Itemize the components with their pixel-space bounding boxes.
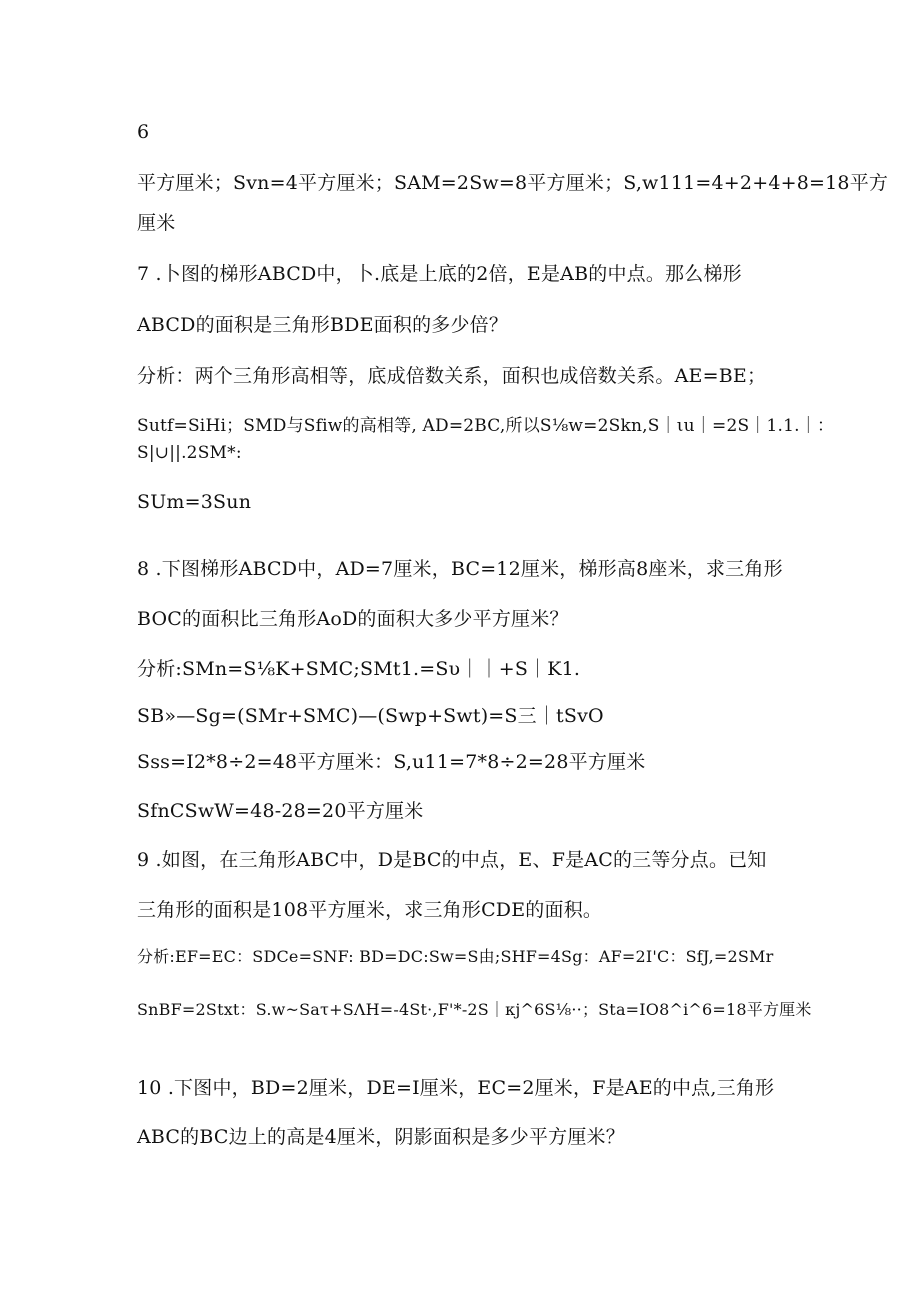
text-line-area-result: 平方厘米；Svn=4平方厘米；SAM=2Sw=8平方厘米；S,w111=4+2+4+8=18平方 — [137, 172, 889, 194]
question-10-line-2: ABC的BC边上的高是4厘米，阴影面积是多少平方厘米？ — [137, 1126, 625, 1148]
question-7-line-2: ABCD的面积是三角形BDE面积的多少倍？ — [137, 314, 509, 336]
question-10-line-1: 10 .下图中，BD=2厘米，DE=I厘米，EC=2厘米，F是AE的中点,三角形 — [137, 1077, 775, 1099]
analysis-8-line-2: SB»—Sg=(SMr+SMC)—(Swp+Swt)=S三｜tSvO — [137, 705, 604, 727]
analysis-7-line-2: Sutf=SiHi；SMD与Sfiw的高相等, AD=2BC,所以S⅛w=2Skn,S｜ιu｜=2S｜1.1.｜： — [137, 416, 835, 436]
analysis-9-line-1: 分析:EF=EC：SDCe=SNF: BD=DC:Sw=S由;SHF=4Sg：AF=2I'C：SfJ,=2SMr — [137, 947, 774, 966]
analysis-8-line-1: 分析:SMn=S⅛K+SMC;SMt1.=Sυ｜｜+S｜K1. — [137, 658, 581, 680]
question-9-line-2: 三角形的面积是108平方厘米，求三角形CDE的面积。 — [137, 899, 603, 921]
analysis-7-line-1: 分析：两个三角形高相等，底成倍数关系，面积也成倍数关系。AE=BE； — [137, 365, 767, 387]
question-8-line-1: 8 .下图梯形ABCD中，AD=7厘米，BC=12厘米，梯形高8座米，求三角形 — [137, 558, 783, 580]
question-8-line-2: BOC的面积比三角形AoD的面积大多少平方厘米？ — [137, 608, 569, 630]
analysis-8-line-3: Sss=I2*8÷2=48平方厘米：S,u11=7*8÷2=28平方厘米 — [137, 751, 646, 773]
question-9-line-1: 9 .如图，在三角形ABC中，D是BC的中点，E、F是AC的三等分点。已知 — [137, 849, 767, 871]
analysis-9-line-2: SnBF=2Stxt：S.w~Saτ+SΛH=-4St·,F'*-2S｜κj^6S⅛··；Sta=IO8^i^6=18平方厘米 — [137, 1000, 812, 1019]
analysis-8-result: SfnCSwW=48-28=20平方厘米 — [137, 800, 424, 822]
text-line-unit: 厘米 — [137, 212, 176, 234]
question-7-line-1: 7 .卜图的梯形ABCD中，卜.底是上底的2倍，E是AB的中点。那么梯形 — [137, 263, 742, 285]
analysis-7-line-3: S|∪||.2SM*: — [137, 443, 242, 463]
text-line-page-number-6: 6 — [137, 121, 150, 143]
analysis-7-result: SUm=3Sun — [137, 491, 252, 513]
